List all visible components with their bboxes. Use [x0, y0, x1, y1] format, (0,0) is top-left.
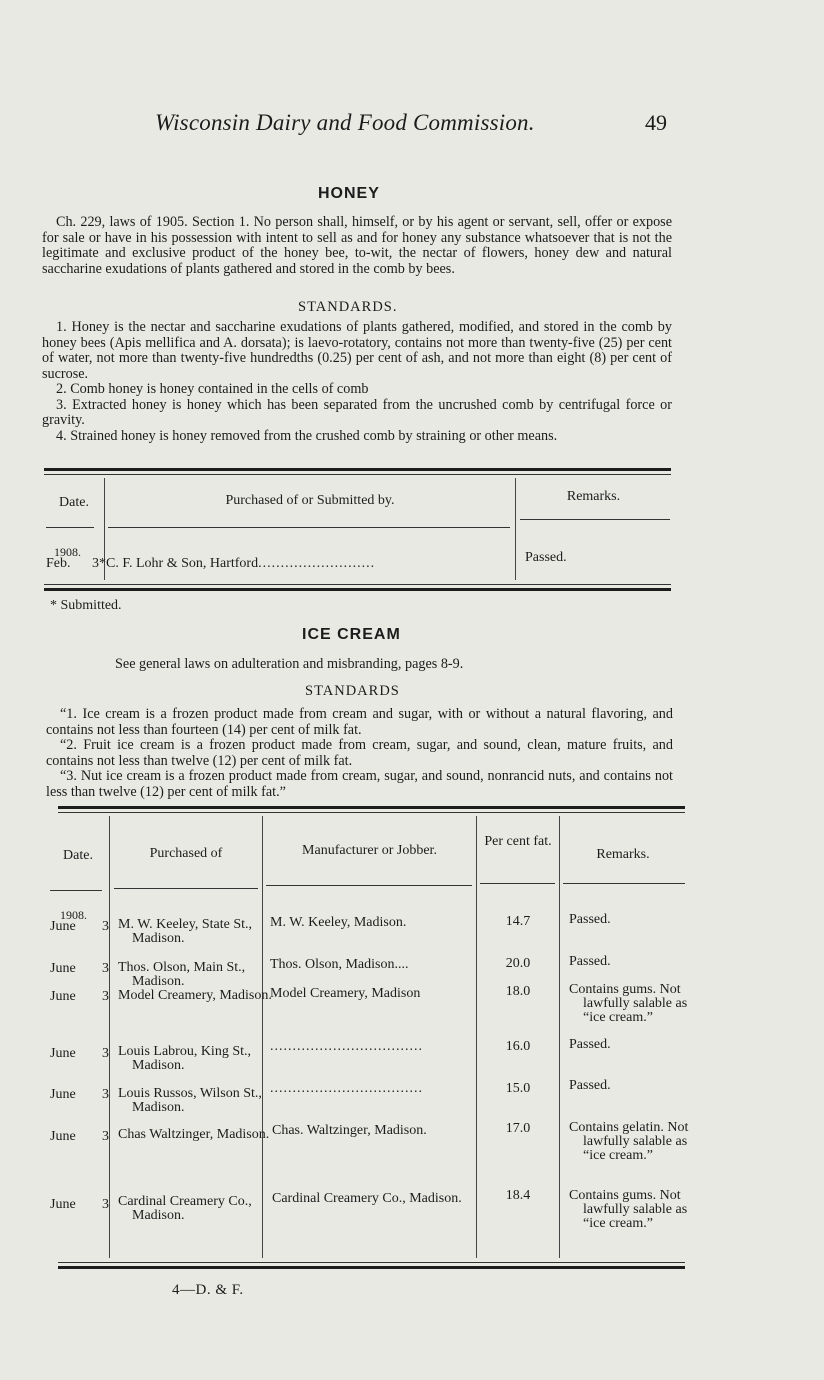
honey-standard-4: 4. Strained honey is honey removed from the crushed comb by straining or other means. [56, 427, 558, 444]
row-day: 3 [102, 1087, 109, 1102]
ice-cream-standards-list [46, 707, 673, 800]
ice-table-bottom-rule [58, 1266, 685, 1269]
ice-header-underline [480, 883, 555, 884]
ice-header-date: Date. [63, 848, 93, 863]
row-day: 3 [102, 961, 109, 976]
ice-header-purchased: Purchased of [149, 846, 223, 861]
ice-cream-section-title: ICE CREAM [302, 626, 401, 643]
row-fat: 20.0 [505, 956, 531, 971]
row-manufacturer: Chas. Waltzinger, Madison. [272, 1123, 427, 1138]
ice-table-top-rule-thin [58, 812, 685, 813]
honey-header-underline [108, 527, 510, 528]
ice-table-divider [262, 816, 263, 1258]
row-manufacturer: Model Creamery, Madison [270, 986, 421, 1001]
row-month: June [50, 1197, 76, 1212]
ice-table-year: 1908. [60, 908, 87, 922]
running-title: Wisconsin Dairy and Food Commission. [155, 110, 535, 135]
honey-header-date: Date. [59, 495, 89, 510]
ice-table-divider [559, 816, 560, 1258]
row-month: June [50, 989, 76, 1004]
row-fat: 16.0 [505, 1039, 531, 1054]
honey-standards-list [42, 320, 672, 444]
row-remarks: Passed. [525, 550, 567, 565]
ice-header-underline [114, 888, 258, 889]
honey-header-purchased: Purchased of or Submitted by. [225, 493, 395, 508]
row-month: June [50, 1046, 76, 1061]
honey-standard-1: 1. Honey is the nectar and saccharine exudations of plants gathered, modified, and stored in the comb by honey bees (Apis mellifica and A. dorsata); is laevo-rotatory, contains not more than twenty-five (25) per cent of water, not more than twenty-five hundredths (0.25) per cent of ash, and not more than eight (8) per cent of sucrose. [42, 319, 672, 382]
honey-header-underline [520, 519, 670, 520]
row-month: Feb. [46, 556, 71, 571]
row-manufacturer: Cardinal Creamery Co., Madison. [272, 1191, 462, 1206]
row-day: 3 [102, 1197, 109, 1212]
row-purchased: Louis Russos, Wilson St., Madison. [118, 1086, 262, 1115]
row-dot-leader: .......................... [258, 556, 376, 571]
row-purchased: Model Creamery, Madison. [118, 988, 272, 1003]
honey-law-text: Ch. 229, laws of 1905. Section 1. No person shall, himself, or by his agent or servant, sell, offer or expose for sale or have in his possession with intent to sell as and for honey any substance whatsoever that is not the legitimate and exclusive product of the honey bee, to-wit, the nectar of flowers, honey dew and natural saccharine exudations of plants gathered and stored in the comb by bees. [42, 214, 672, 277]
row-purchased [99, 557, 509, 571]
row-manufacturer: M. W. Keeley, Madison. [270, 915, 407, 930]
ice-table-divider [109, 816, 110, 1258]
honey-section-title: HONEY [318, 185, 380, 202]
row-remarks: Contains gums. Not lawfully salable as “ice cream.” [569, 1188, 688, 1231]
honey-header-remarks: Remarks. [566, 489, 621, 504]
printer-signature: 4—D. & F. [172, 1282, 244, 1298]
row-purchased: Chas Waltzinger, Madison. [118, 1127, 270, 1142]
row-remarks: Passed. [569, 912, 611, 927]
ice-cream-see-general [115, 657, 635, 673]
ice-header-underline [266, 885, 472, 886]
ice-cream-standard-3: “3. Nut ice cream is a frozen product made from cream, sugar, and sound, nonrancid nuts, and contains not less than twelve (12) per cent of milk fat.” [46, 768, 673, 800]
row-remarks: Passed. [569, 1037, 611, 1052]
row-fat: 17.0 [505, 1121, 531, 1136]
honey-standards-heading: STANDARDS. [298, 299, 398, 315]
row-manufacturer: .................................. [270, 1082, 423, 1096]
row-month: June [50, 961, 76, 976]
ice-header-fat: Per cent fat. [484, 834, 552, 849]
row-month: June [50, 1129, 76, 1144]
row-purchased-name: *C. F. Lohr & Son, Hartford [99, 556, 259, 571]
honey-standard-2: 2. Comb honey is honey contained in the cells of comb [56, 381, 369, 397]
row-manufacturer: Thos. Olson, Madison.... [270, 957, 409, 972]
row-day: 3 [92, 556, 99, 571]
row-manufacturer: .................................. [270, 1040, 423, 1054]
ice-table-top-rule [58, 806, 685, 809]
page-number: 49 [645, 110, 667, 135]
honey-law-paragraph [42, 215, 672, 277]
row-day: 3 [102, 1046, 109, 1061]
honey-table-bottom-rule [44, 588, 671, 591]
row-fat: 14.7 [505, 914, 531, 929]
honey-table-top-rule [44, 468, 671, 471]
ice-cream-standard-1: “1. Ice cream is a frozen product made from cream and sugar, with or without a natural flavoring, and contains not less than fourteen (14) per cent of milk fat. [46, 706, 673, 738]
ice-cream-standards-heading: STANDARDS [305, 683, 400, 699]
row-purchased: Louis Labrou, King St., Madison. [118, 1044, 251, 1073]
row-purchased: Thos. Olson, Main St., Madison. [118, 960, 246, 989]
ice-table-bottom-rule-thin [58, 1262, 685, 1263]
honey-table-bottom-rule-thin [44, 584, 671, 585]
ice-cream-see-general-text: See general laws on adulteration and misbranding, pages 8-9. [115, 656, 464, 672]
ice-header-underline [563, 883, 685, 884]
row-month: June [50, 1087, 76, 1102]
row-remarks: Contains gums. Not lawfully salable as “ice cream.” [569, 982, 688, 1025]
honey-table-year: 1908. [54, 545, 81, 559]
honey-table-top-rule-thin [44, 474, 671, 475]
honey-standard-3: 3. Extracted honey is honey which has been separated from the uncrushed comb by centrifugal force or gravity. [42, 396, 672, 428]
row-purchased: Cardinal Creamery Co., Madison. [118, 1194, 252, 1223]
ice-header-manufacturer: Manufacturer or Jobber. [302, 843, 437, 858]
row-fat: 15.0 [505, 1081, 531, 1096]
row-day: 3 [102, 989, 109, 1004]
row-remarks: Passed. [569, 1078, 611, 1093]
ice-header-remarks: Remarks. [596, 847, 650, 862]
honey-header-underline [46, 527, 94, 528]
row-remarks: Contains gelatin. Not lawfully salable as “ice cream.” [569, 1120, 689, 1163]
ice-cream-standard-2: “2. Fruit ice cream is a frozen product made from cream, sugar, and sound, clean, mature fruits, and contains not less than twelve (12) per cent of milk fat. [46, 737, 673, 769]
honey-footnote: * Submitted. [50, 598, 122, 613]
row-fat: 18.4 [505, 1188, 531, 1203]
row-month: June [50, 919, 76, 934]
row-day: 3 [102, 919, 109, 934]
ice-header-underline [50, 890, 102, 891]
row-remarks: Passed. [569, 954, 611, 969]
row-purchased: M. W. Keeley, State St., Madison. [118, 917, 253, 946]
row-fat: 18.0 [505, 984, 531, 999]
row-day: 3 [102, 1129, 109, 1144]
